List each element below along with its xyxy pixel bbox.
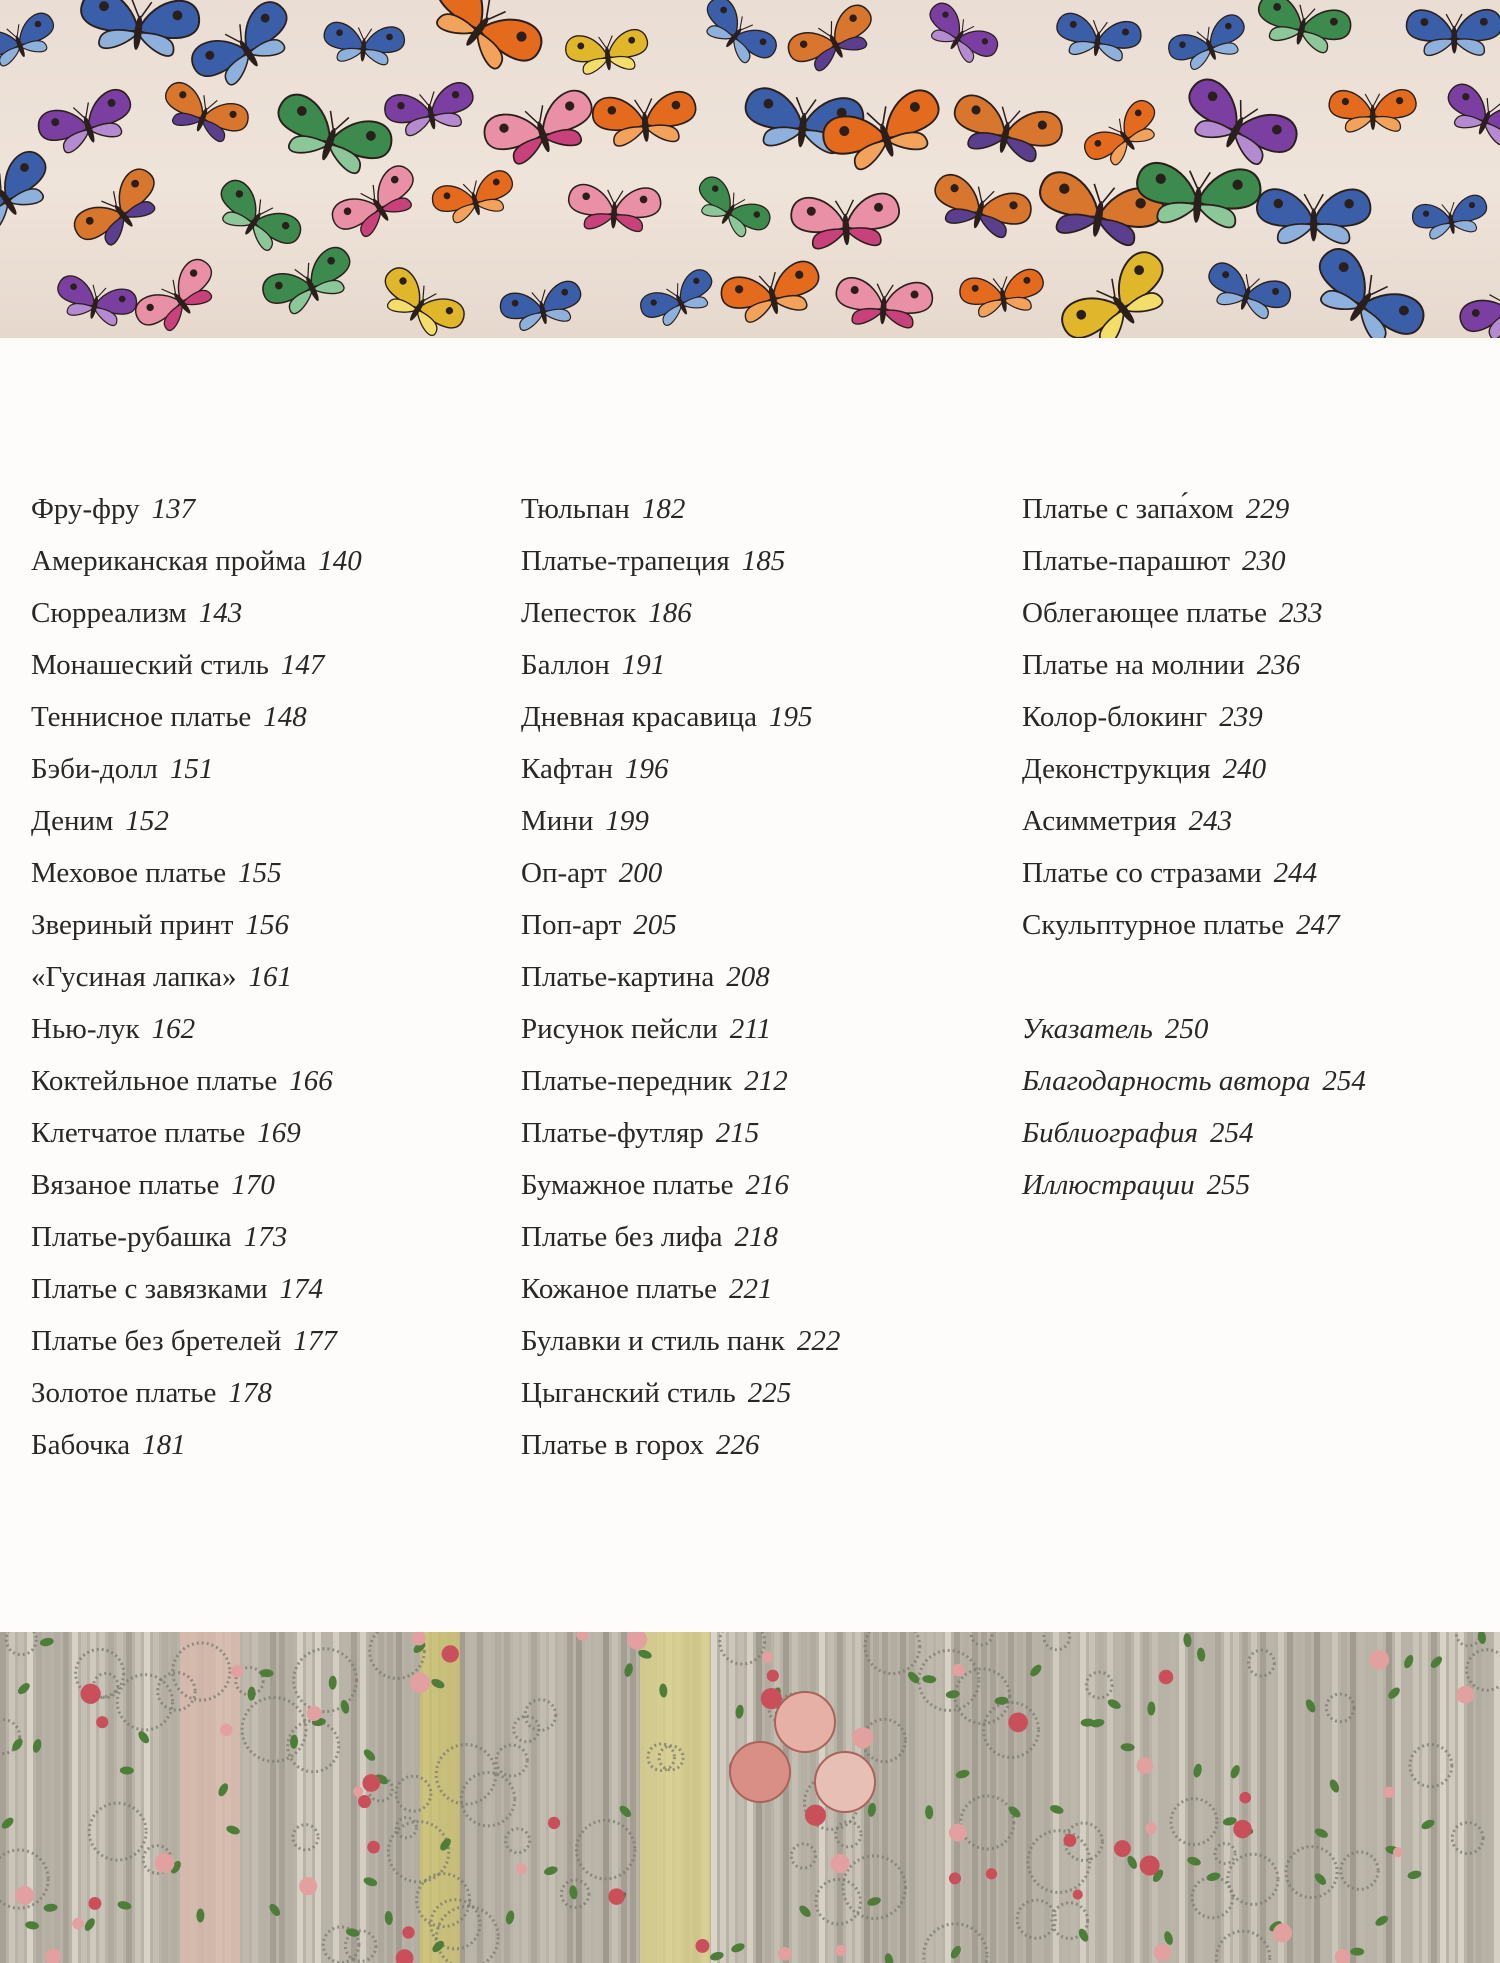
back-matter-entry[interactable] [1022,1162,1366,1214]
toc-entry-page: 174 [279,1273,324,1305]
toc-column-2 [521,486,840,1474]
toc-entry[interactable] [31,642,362,694]
toc-entry-title: Коктейльное платье [31,1065,278,1097]
butterfly-motif [208,175,306,261]
toc-entry-title: Кожаное платье [521,1273,717,1305]
back-matter-entry[interactable] [1022,1058,1366,1110]
back-matter-entry[interactable] [1022,1006,1366,1058]
butterfly-motif [0,10,61,72]
toc-entry-title: Поп-арт [521,909,622,941]
toc-entry-title: Платье с запа́хом [1022,493,1234,525]
butterfly-motif [1411,193,1491,242]
toc-entry[interactable] [521,1110,840,1162]
toc-entry[interactable] [521,538,840,590]
butterfly-motif [948,92,1066,167]
toc-column-3 [1022,486,1366,1214]
toc-entry-title: Меховое платье [31,857,227,889]
toc-entry-page: 166 [289,1065,333,1097]
toc-entry-page: 212 [744,1065,788,1097]
butterfly-motif [157,79,253,149]
toc-entry-page: 177 [293,1325,337,1357]
toc-entry[interactable] [31,1162,362,1214]
butterfly-motif [429,168,519,228]
butterfly-motif [636,266,721,333]
toc-entry-page: 233 [1278,597,1323,629]
butterfly-motif [1329,89,1417,132]
toc-entry[interactable] [521,902,840,954]
toc-entry-page: 161 [248,961,293,993]
butterfly-motif [718,258,825,327]
butterfly-motif [417,0,549,84]
toc-entry[interactable] [31,798,362,850]
toc-entry-title: Клетчатое платье [31,1117,246,1149]
toc-entry-page: 229 [1245,493,1290,525]
toc-entry-title: Рисунок пейсли [521,1013,718,1045]
toc-entry[interactable] [1022,746,1366,798]
butterfly-pattern [0,0,1500,338]
butterfly-motif [790,193,901,251]
toc-entry-page: 200 [618,857,663,889]
toc-entry-page: 199 [605,805,649,837]
toc-entry[interactable] [521,954,840,1006]
toc-entry-page: 182 [641,493,686,525]
toc-entry[interactable] [521,798,840,850]
butterfly-motif [1174,73,1303,176]
toc-entry-page: 221 [728,1273,773,1305]
back-matter-title: Благодарность автора [1022,1065,1311,1097]
toc-entry[interactable] [521,1006,840,1058]
toc-entry-title: Американская пройма [31,545,307,577]
toc-entry-title: Тюльпан [521,493,630,525]
toc-entry[interactable] [521,1266,840,1318]
toc-entry[interactable] [521,746,840,798]
toc-entry-title: Бэби-долл [31,753,158,785]
toc-entry[interactable] [521,642,840,694]
toc-entry[interactable] [521,694,840,746]
toc-entry-title: Платье в горох [521,1429,704,1461]
toc-entry[interactable] [31,746,362,798]
butterfly-motif [69,163,170,257]
toc-entry-title: Баллон [521,649,610,681]
toc-entry-title: Лепесток [521,597,637,629]
toc-entry[interactable] [521,1370,840,1422]
back-matter-title: Иллюстрации [1022,1169,1195,1201]
toc-entry-page: 226 [715,1429,760,1461]
toc-entry[interactable] [1022,538,1366,590]
toc-entry-title: Платье без лифа [521,1221,723,1253]
toc-entry-page: 216 [745,1169,789,1201]
toc-entry-title: Нью-лук [31,1013,140,1045]
toc-entry-title: Деконструкция [1022,753,1211,785]
toc-entry-title: Платье со стразами [1022,857,1262,889]
toc-entry[interactable] [521,1058,840,1110]
brocade-pattern [0,1632,1500,1963]
toc-entry-page: 186 [648,597,692,629]
toc-entry-page: 215 [715,1117,760,1149]
back-matter-page: 250 [1164,1013,1209,1045]
butterfly-motif [834,277,933,330]
toc-entry-page: 211 [729,1013,772,1045]
toc-entry-title: «Гусиная лапка» [31,961,237,993]
toc-entry[interactable] [521,850,840,902]
toc-entry[interactable] [31,1266,362,1318]
toc-entry[interactable] [31,486,362,538]
toc-entry-title: Платье-передник [521,1065,733,1097]
toc-entry-title: Бабочка [31,1429,131,1461]
toc-entry-page: 247 [1296,909,1340,941]
toc-entry-page: 208 [726,961,770,993]
toc-entry-title: Дневная красавица [521,701,758,733]
toc-entry-title: Платье-футляр [521,1117,704,1149]
toc-entry-title: Звериный принт [31,909,234,941]
toc-entry-page: 191 [621,649,666,681]
toc-entry-page: 239 [1219,701,1263,733]
butterfly-motif [1406,10,1500,56]
butterfly-motif [130,254,226,338]
toc-entry-title: Оп-арт [521,857,607,889]
toc-entry-page: 143 [198,597,243,629]
toc-entry-title: Платье-трапеция [521,545,730,577]
butterfly-motif [567,184,661,233]
toc-entry-title: Золотое платье [31,1377,217,1409]
toc-entry[interactable] [31,902,362,954]
toc-entry-title: Облегающее платье [1022,597,1267,629]
toc-entry-title: Бумажное платье [521,1169,734,1201]
toc-entry-page: 137 [151,493,196,525]
toc-entry-page: 170 [231,1169,275,1201]
butterfly-motif [694,0,781,74]
butterfly-motif [258,243,361,323]
butterfly-motif [34,86,139,160]
toc-entry[interactable] [31,850,362,902]
toc-entry[interactable] [31,1058,362,1110]
toc-entry[interactable] [31,1370,362,1422]
butterfly-motif [382,80,478,139]
butterfly-motif [1165,11,1253,76]
butterfly-motif [322,21,405,66]
butterfly-motif [688,172,774,245]
toc-entry-page: 244 [1273,857,1318,889]
back-matter-title: Библиография [1022,1117,1198,1149]
toc-entry-title: Сюрреализм [31,597,187,629]
butterfly-motif [498,279,586,335]
brocade-fabric-image [0,1632,1500,1963]
toc-entry-page: 162 [151,1013,196,1045]
butterfly-motif [591,91,698,148]
toc-entry[interactable] [1022,590,1366,642]
toc-entry-title: Асимметрия [1022,805,1177,837]
toc-entry-page: 195 [769,701,813,733]
butterfly-motif [1301,242,1431,338]
toc-entry[interactable] [1022,798,1366,850]
toc-entry-title: Теннисное платье [31,701,252,733]
toc-entry[interactable] [521,1214,840,1266]
toc-entry[interactable] [521,486,840,538]
toc-entry-title: Платье с завязками [31,1273,268,1305]
toc-entry[interactable] [31,1318,362,1370]
toc-entry-page: 156 [245,909,289,941]
butterfly-motif [77,0,202,59]
toc-entry-title: Платье-рубашка [31,1221,232,1253]
toc-entry-page: 173 [243,1221,288,1253]
butterfly-motif [783,0,882,79]
toc-entry[interactable] [1022,850,1366,902]
butterfly-motif [919,0,1003,72]
toc-entry[interactable] [521,1422,840,1474]
toc-entry-page: 240 [1222,753,1267,785]
toc-entry-title: Платье без бретелей [31,1325,282,1357]
toc-entry-page: 147 [280,649,325,681]
toc-entry[interactable] [31,1422,362,1474]
butterfly-motif [186,0,303,98]
toc-entry-page: 169 [257,1117,301,1149]
toc-entry[interactable] [31,538,362,590]
butterfly-motif [1455,261,1500,338]
toc-entry-page: 222 [796,1325,841,1357]
toc-entry[interactable] [31,954,362,1006]
toc-entry-title: Фру-фру [31,493,140,525]
toc-entry-page: 225 [747,1377,792,1409]
toc-entry-title: Платье-картина [521,961,715,993]
butterfly-motif [1055,245,1182,338]
toc-entry[interactable] [1022,486,1366,538]
toc-entry-page: 243 [1188,805,1233,837]
toc-entry-page: 196 [625,753,669,785]
butterfly-motif [1439,80,1500,153]
toc-column-1 [31,486,362,1474]
butterfly-motif [52,273,139,330]
butterfly-motif [958,268,1047,320]
toc-entry[interactable] [521,1162,840,1214]
butterfly-motif [1257,189,1371,243]
toc-entry-title: Цыганский стиль [521,1377,736,1409]
toc-entry-page: 178 [228,1377,272,1409]
butterfly-motif [0,146,61,245]
toc-entry-title: Мини [521,805,594,837]
toc-entry-title: Скульптурное платье [1022,909,1285,941]
toc-entry-page: 140 [318,545,362,577]
butterfly-motif [480,86,602,172]
toc-entry-title: Платье-парашют [1022,545,1231,577]
back-matter-page: 254 [1210,1117,1254,1149]
butterfly-motif [1252,0,1354,58]
toc-entry-page: 185 [741,545,786,577]
toc-entry-title: Колор-блокинг [1022,701,1208,733]
toc-entry-page: 181 [142,1429,186,1461]
toc-entry[interactable] [1022,902,1366,954]
toc-entry-title: Платье на молнии [1022,649,1245,681]
toc-entry-page: 148 [263,701,307,733]
toc-entry-page: 230 [1242,545,1286,577]
toc-entry-page: 151 [169,753,214,785]
toc-spacer [1022,954,1366,1006]
toc-entry[interactable] [1022,642,1366,694]
toc-entry-title: Булавки и стиль панк [521,1325,785,1357]
back-matter-page: 255 [1206,1169,1251,1201]
toc-entry-page: 236 [1256,649,1301,681]
toc-entry[interactable] [1022,694,1366,746]
back-matter-entry[interactable] [1022,1110,1366,1162]
butterfly-motif [1053,12,1143,64]
toc-entry-title: Монашеский стиль [31,649,269,681]
toc-entry[interactable] [31,1110,362,1162]
toc-entry-page: 205 [633,909,677,941]
toc-entry[interactable] [31,1214,362,1266]
toc-entry-page: 218 [734,1221,779,1253]
toc-entry-title: Деним [31,805,114,837]
toc-entry-title: Кафтан [521,753,614,785]
toc-entry-page: 152 [125,805,169,837]
toc-entry[interactable] [31,590,362,642]
back-matter-page: 254 [1322,1065,1366,1097]
toc-entry-page: 155 [238,857,282,889]
butterfly-motif [267,90,397,183]
butterfly-motif [1201,260,1294,325]
toc-entry[interactable] [521,590,840,642]
butterfly-motif [927,171,1035,244]
toc-entry[interactable] [521,1318,840,1370]
back-matter-title: Указатель [1022,1013,1153,1045]
butterfly-motif [372,263,469,338]
butterfly-print-image [0,0,1500,338]
toc-entry[interactable] [31,694,362,746]
butterfly-motif [327,161,427,248]
toc-entry-title: Вязаное платье [31,1169,220,1201]
butterfly-motif [564,28,650,76]
toc-entry[interactable] [31,1006,362,1058]
